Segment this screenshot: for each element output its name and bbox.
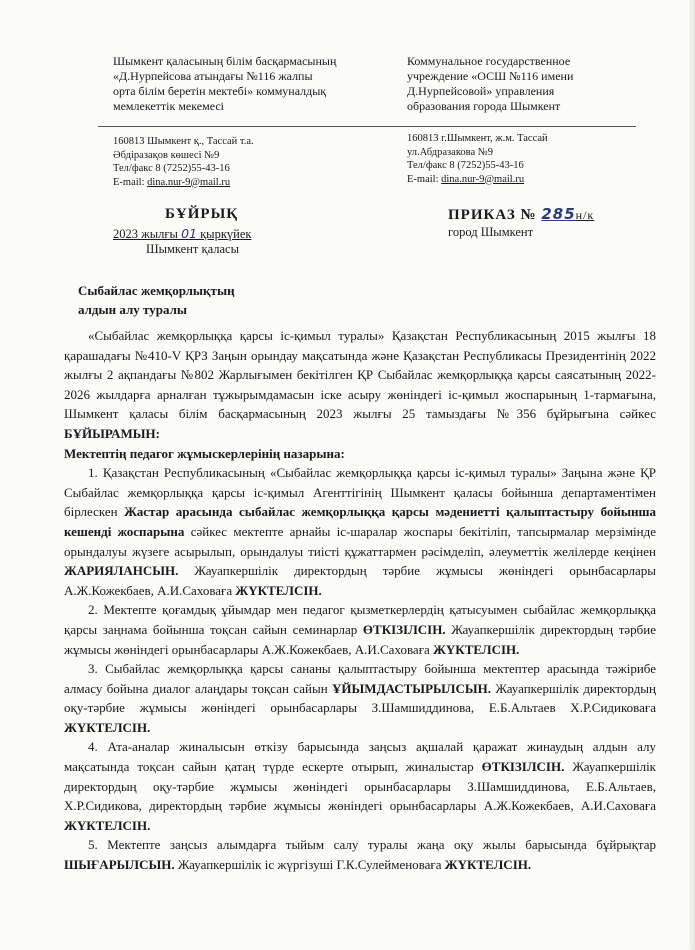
header-ru-line: Коммунальное государственное	[407, 54, 571, 68]
city-kz: Шымкент қаласы	[146, 242, 239, 256]
email-label: E-mail:	[407, 173, 442, 185]
header-kz-line: мемлекеттік мекемесі	[113, 99, 224, 113]
p5-text: Жауапкершілік іс жүргізуші Г.К.Сулейменоваға	[174, 857, 445, 873]
order-date-kz	[113, 226, 251, 242]
address-kz-line: Тел/факс 8 (7252)55-43-16	[113, 163, 230, 174]
email-link[interactable]: dina.nur-9@mail.ru	[147, 176, 231, 188]
p1-command: ЖАРИЯЛАНСЫН.	[64, 563, 179, 579]
p1-text: 1. Қазақстан Республикасының «Сыбайлас жемқорлыққа қарсы іс-қимыл туралы» Заңына және ҚР Сыбайлас жемқорлыққа қарсы іс-қимыл Агенттігінің Шымкент қаласы бойынша департаментімен бірлескен	[64, 465, 656, 520]
order-number-suffix: н/к	[575, 208, 595, 222]
header-ru-line: учреждение «ОСШ №116 имени	[407, 69, 574, 83]
p4-command: ӨТКІЗІЛСІН.	[481, 759, 565, 775]
order-date-handwritten: 01	[181, 226, 197, 241]
subject-line: алдын алу туралы	[78, 302, 188, 317]
email-link[interactable]: dina.nur-9@mail.ru	[441, 173, 525, 185]
address-kz-line: 160813 Шымкент қ., Тассай т.а.	[113, 136, 254, 147]
paragraph-3	[64, 659, 656, 737]
p5-assign: ЖҮКТЕЛСІН.	[444, 857, 532, 873]
header-ru-line: образования города Шымкент	[407, 99, 561, 113]
p1-text: Жауапкершілік директордың тәрбие жұмысы жөніндегі орынбасарлары А.Ж.Кожекбаев, А.И.Саховаға	[64, 563, 656, 598]
address-kz	[113, 135, 254, 189]
header-ru-line: Д.Нурпейсовой» управления	[407, 84, 555, 98]
address-ru-line: Тел/факс 8 (7252)55-43-16	[407, 160, 524, 171]
p2-text: Жауапкершілік директордың тәрбие жұмысы жөніндегі орынбасарлары А.Ж.Кожекбаев, А.И.Саховаға	[64, 621, 657, 657]
p1-assign: ЖҮКТЕЛСІН.	[235, 582, 322, 598]
order-title-kz: БҰЙРЫҚ	[165, 206, 239, 222]
subject-line: Сыбайлас жемқорлықтың	[78, 283, 235, 298]
address-ru-email-row	[407, 173, 548, 187]
p5-text: 5. Мектепте заңсыз алымдарға тыйым салу туралы жаңа оқу жылы барысында бұйрықтар	[88, 837, 656, 853]
order-number-handwritten: 285	[541, 205, 576, 223]
p1-text: сәйкес мектепте арнайы іс-шаралар жоспары бекітіліп, тапсырмалар мерзімінде орындалуы жүзеге асырылып, орындалуы тиісті құжаттармен рәсімделіп, әлеуметтік желілерде кеңінен	[64, 523, 657, 559]
paragraph-2	[64, 600, 656, 659]
p3-assign: ЖҮКТЕЛСІН.	[64, 719, 151, 735]
order-subject	[78, 281, 235, 319]
paragraph-4	[64, 737, 656, 835]
paragraph-1	[64, 463, 656, 600]
p3-command: ҰЙЫМДАСТЫРЫЛСЫН.	[332, 680, 491, 696]
attention-heading: Мектептің педагог жұмыскерлерінің назарына:	[64, 445, 345, 461]
p1-plan-name: Жастар арасында сыбайлас жемқорлыққа қарсы мәдениетті қалыптастыру бойынша кешенді жоспарына	[64, 504, 657, 539]
address-kz-email-row	[113, 176, 254, 190]
header-kz-line: Шымкент қаласының білім басқармасының	[113, 54, 337, 68]
order-body	[64, 326, 656, 875]
address-ru	[407, 132, 548, 186]
order-date-month: қыркүйек	[196, 227, 252, 241]
address-ru-line: 160813 г.Шымкент, ж.м. Тассай	[407, 133, 548, 144]
intro-command: БҰЙЫРАМЫН:	[64, 425, 161, 441]
intro-text: «Сыбайлас жемқорлыққа қарсы іс-қимыл туралы» Қазақстан Республикасының 2015 жылғы 18 қарашадағы №410-V ҚРЗ Заңын орындау мақсатында және Қазақстан Республикасы Президентінің 2022 жылғы 2 ақпандағы №802 Жарлығымен бекітілген ҚР Сыбайлас жемқорлыққа қарсы саясатының 2022-2026 жылдарға арналған тұжырымдамасын іске асыру жөніндегі іс-қимыл жоспарының 1-тармағына, Шымкент қаласы білім басқармасының 2023 жылғы 25 тамыздағы №356 бұйрығына сәйкес	[64, 328, 656, 422]
header-kz-line: орта білім беретін мектебі» коммуналдық	[113, 84, 327, 98]
p4-assign: ЖҮКТЕЛСІН.	[64, 817, 151, 833]
city-ru: город Шымкент	[448, 225, 534, 239]
order-title-ru: ПРИКАЗ	[448, 207, 516, 223]
p5-command: ШЫҒАРЫЛСЫН.	[64, 857, 175, 873]
order-number-sign: №	[520, 207, 537, 223]
order-title-ru-row	[448, 205, 594, 224]
intro-paragraph	[64, 326, 656, 444]
p4-text: 4. Ата-аналар жиналысын өткізу барысында заңсыз ақшалай қаражат жинаудың алдын алу мақсатында тоқсан сайын қатаң түрде ескерте отырып, жиналыстар	[64, 739, 656, 775]
paragraph-5	[64, 835, 656, 874]
p2-assign: ЖҮКТЕЛСІН.	[433, 641, 520, 657]
header-ru	[407, 54, 573, 114]
p2-command: ӨТКІЗІЛСІН.	[362, 621, 446, 637]
header-kz-line: «Д.Нурпейсова атындағы №116 жалпы	[113, 69, 313, 83]
email-label: E-mail:	[113, 176, 148, 188]
p2-text: 2. Мектепте қоғамдық ұйымдар мен педагог қызметкерлердің қатысуымен сыбайлас жемқорлыққа қарсы заңнама бойынша тоқсан сайын семинарлар	[64, 602, 656, 637]
header-kz	[113, 54, 336, 114]
scan-edge-shadow	[689, 0, 695, 950]
p4-text: Жауапкершілік директордың оқу-тәрбие жұмысы жөніндегі орынбасарлары З.Шамшиддинова, Е.Б.Альтаев, Х.Р.Сидикова, директордың тәрбие жұмысы жөніндегі орынбасарлары А.Ж.Кожекбаев, А.И.Саховаға	[64, 759, 656, 814]
p3-text: Жауапкершілік директордың оқу-тәрбие жұмысы жөніндегі орынбасарлары З.Шамшиддинова, Е.Б.Альтаев Х.Р.Сидиковаға	[64, 680, 656, 716]
order-date-prefix: 2023 жылғы	[113, 227, 182, 241]
p3-text: 3. Сыбайлас жемқорлыққа қарсы сананы қалыптастыру бойынша мектептер арасында тәжірибе алмасу бойына диалог алаңдары тоқсан сайын	[64, 661, 656, 696]
header-divider	[98, 126, 636, 127]
address-ru-line: ул.Абдразакова №9	[407, 146, 494, 158]
address-kz-line: Әбдіразақов көшесі №9	[113, 149, 220, 161]
